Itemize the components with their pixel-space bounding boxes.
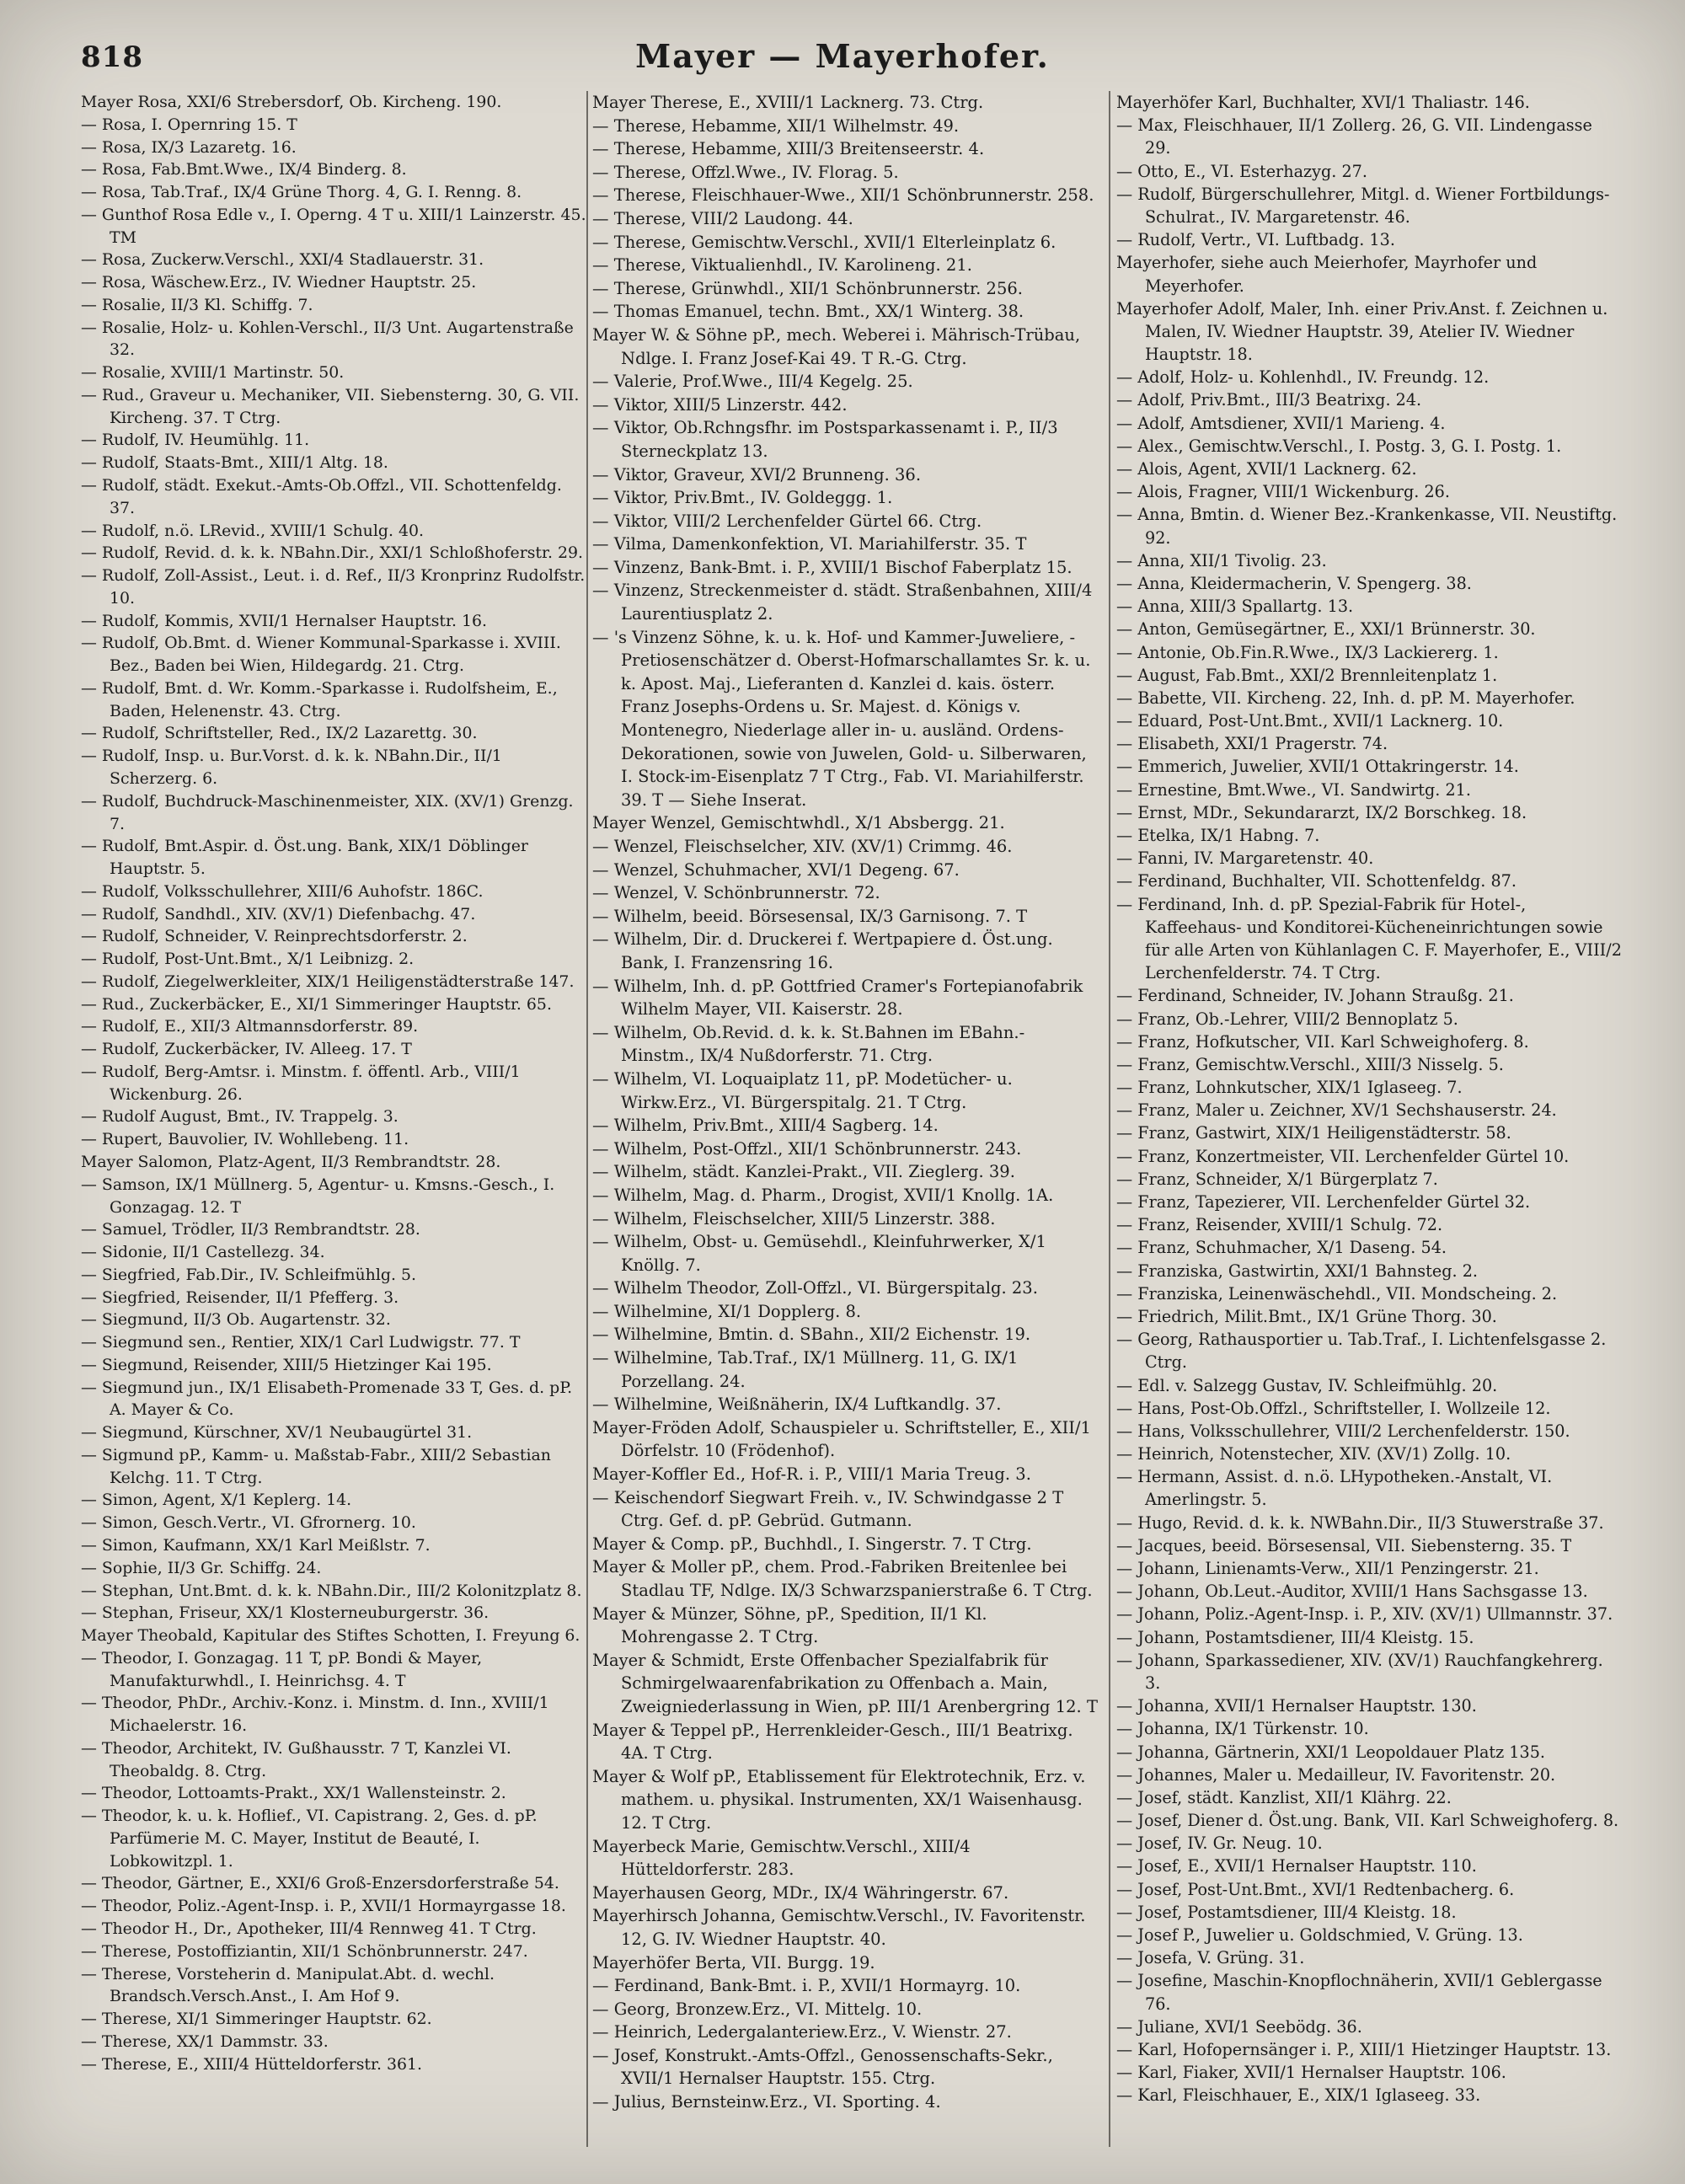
directory-entry: — Theodor, PhDr., Archiv.-Konz. i. Minstm. d. Inn., XVIII/1 Michaelerstr. 16.	[81, 1694, 549, 1736]
directory-entry: — Siegfried, Reisender, II/1 Pfefferg. 3.	[81, 1287, 399, 1307]
directory-entry: — Wilhelm, Inh. d. pP. Gottfried Cramer's Fortepianofabrik Wilhelm Mayer, VII. Kaiserstr. 28.	[592, 976, 1083, 1020]
directory-entry: — Keischendorf Siegwart Freih. v., IV. Schwindgasse 2 T Ctrg. Gef. d. pP. Gebrüd. Gutmann.	[592, 1487, 1064, 1531]
directory-entry: — 's Vinzenz Söhne, k. u. k. Hof- und Kammer-Juweliere, -Pretiosenschätzer d. Oberst-Hofmarschallamtes Sr. k. u. k. Apost. Maj., Lieferanten d. Kanzlei d. kais. österr. Franz Josephs-Ordens u. Sr. Majest. d. Königs v. Montenegro, Niederlage aller in- u. ausländ. Ordens-Dekorationen, sowie von Juwelen, Gold- u. Silberwaren, I. Stock-im-Eisenplatz 7 T Ctrg., Fab. VI. Mariahilferstr. 39. T — Siehe Inserat.	[592, 627, 1091, 810]
directory-entry: — Thomas Emanuel, techn. Bmt., XX/1 Winterg. 38.	[592, 302, 1024, 322]
directory-entry: — Siegfried, Fab.Dir., IV. Schleifmühlg. 5.	[81, 1265, 417, 1284]
directory-entry: Mayerhirsch Johanna, Gemischtw.Verschl., IV. Favoritenstr. 12, G. IV. Wiedner Hauptstr. 40.	[592, 1906, 1086, 1949]
directory-entry: — Rudolf, Schneider, V. Reinprechtsdorferstr. 2.	[81, 927, 468, 946]
directory-entry: — Franz, Gastwirt, XIX/1 Heiligenstädterstr. 58.	[1116, 1123, 1511, 1143]
directory-entry: Mayer Rosa, XXI/6 Strebersdorf, Ob. Kircheng. 190.	[81, 93, 502, 111]
directory-entry: — Viktor, Ob.Rchngsfhr. im Postsparkassenamt i. P., II/3 Sterneckplatz 13.	[592, 418, 1058, 461]
directory-entry: — Adolf, Priv.Bmt., III/3 Beatrixg. 24.	[1116, 390, 1422, 410]
directory-entry: — Siegmund jun., IX/1 Elisabeth-Promenade 33 T, Ges. d. pP. A. Mayer & Co.	[81, 1378, 573, 1420]
directory-entry: — Johannes, Maler u. Medailleur, IV. Favoritenstr. 20.	[1116, 1764, 1556, 1785]
directory-entry: — Samson, IX/1 Müllnerg. 5, Agentur- u. Kmsns.-Gesch., I. Gonzagag. 12. T	[81, 1175, 555, 1217]
directory-entry: — Hans, Post-Ob.Offzl., Schriftsteller, I. Wollzeile 12.	[1116, 1398, 1551, 1418]
directory-entry: — Rud., Graveur u. Mechaniker, VII. Siebensterng. 30, G. VII. Kircheng. 37. T Ctrg.	[81, 385, 580, 427]
column-divider	[1109, 91, 1110, 2147]
directory-entry: — Johanna, IX/1 Türkenstr. 10.	[1116, 1719, 1369, 1739]
directory-entry: — Rudolf, Zuckerbäcker, IV. Alleeg. 17. T	[81, 1040, 412, 1059]
directory-entry: Mayerbeck Marie, Gemischtw.Verschl., XIII/4 Hütteldorferstr. 283.	[592, 1836, 971, 1880]
directory-entry: — Karl, Fiaker, XVII/1 Hernalser Hauptstr. 106.	[1116, 2063, 1506, 2083]
directory-entry: — Fanni, IV. Margaretenstr. 40.	[1116, 848, 1374, 869]
directory-entry: — Therese, Postoffiziantin, XII/1 Schönbrunnerstr. 247.	[81, 1941, 528, 1961]
directory-entry: — Karl, Hofopernsänger i. P., XIII/1 Hietzinger Hauptstr. 13.	[1116, 2039, 1612, 2059]
directory-entry: — Siegmund sen., Rentier, XIX/1 Carl Ludwigstr. 77. T	[81, 1333, 521, 1352]
directory-entry: — Max, Fleischhauer, II/1 Zollerg. 26, G. VII. Lindengasse 29.	[1116, 115, 1592, 158]
directory-entry: — Anna, Bmtin. d. Wiener Bez.-Krankenkasse, VII. Neustiftg. 92.	[1116, 505, 1618, 548]
directory-entry: — Wilhelm, Fleischselcher, XIII/5 Linzerstr. 388.	[592, 1208, 996, 1228]
directory-entry: — Therese, VIII/2 Laudong. 44.	[592, 208, 853, 228]
directory-entry: — Josef, städt. Kanzlist, XII/1 Klährg. 22.	[1116, 1787, 1452, 1807]
directory-entry: — Wilhelm, Obst- u. Gemüsehdl., Kleinfuhrwerker, X/1 Knöllg. 7.	[592, 1232, 1046, 1275]
column-2	[592, 91, 1098, 2155]
directory-entry: — Rupert, Bauvolier, IV. Wohllebeng. 11.	[81, 1130, 409, 1149]
directory-entry: — Josef P., Juwelier u. Goldschmied, V. Grüng. 13.	[1116, 1925, 1523, 1945]
directory-entry: — Johann, Postamtsdiener, III/4 Kleistg. 15.	[1116, 1627, 1474, 1647]
directory-entry: — Therese, E., XIII/4 Hütteldorferstr. 361.	[81, 2054, 423, 2074]
directory-entry: — Ferdinand, Buchhalter, VII. Schottenfeldg. 87.	[1116, 871, 1516, 891]
directory-entry: — Hans, Volksschullehrer, VIII/2 Lerchenfelderstr. 150.	[1116, 1421, 1570, 1441]
directory-entry: — Edl. v. Salzegg Gustav, IV. Schleifmühlg. 20.	[1116, 1375, 1498, 1395]
directory-entry: — Rudolf, Ob.Bmt. d. Wiener Kommunal-Sparkasse i. XVIII. Bez., Baden bei Wien, Hildegardg. 21. Ctrg.	[81, 634, 561, 676]
directory-entry: — Wilhelm, VI. Loquaiplatz 11, pP. Modetücher- u. Wirkw.Erz., VI. Bürgerspitalg. 21. T Ctrg.	[592, 1068, 1013, 1112]
directory-entry: — Rosa, I. Opernring 15. T	[81, 115, 297, 134]
directory-entry: — Rosalie, XVIII/1 Martinstr. 50.	[81, 363, 345, 383]
directory-entry: — Therese, Hebamme, XIII/3 Breitenseerstr. 4.	[592, 139, 985, 159]
directory-entry: — Therese, XX/1 Dammstr. 33.	[81, 2031, 329, 2051]
directory-entry: — Rudolf, Staats-Bmt., XIII/1 Altg. 18.	[81, 453, 388, 473]
directory-entry: — Franz, Ob.-Lehrer, VIII/2 Bennoplatz 5.	[1116, 1009, 1458, 1029]
directory-entry: — Simon, Agent, X/1 Keplerg. 14.	[81, 1491, 352, 1510]
directory-entry: — Rudolf, Sandhdl., XIV. (XV/1) Diefenbachg. 47.	[81, 904, 476, 923]
directory-entry: Mayer & Münzer, Söhne, pP., Spedition, II/1 Kl. Mohrengasse 2. T Ctrg.	[592, 1603, 987, 1647]
directory-entry: — Rudolf, Revid. d. k. k. NBahn.Dir., XXI/1 Schloßhoferstr. 29.	[81, 543, 584, 563]
directory-entry: — Theodor, Gärtner, E., XXI/6 Groß-Enzersdorferstraße 54.	[81, 1874, 559, 1893]
directory-entry: Mayer & Comp. pP., Buchhdl., I. Singerstr. 7. T Ctrg.	[592, 1534, 1032, 1554]
directory-entry: — Rosa, Zuckerw.Verschl., XXI/4 Stadlauerstr. 31.	[81, 250, 484, 270]
directory-entry: — Rudolf, Post-Unt.Bmt., X/1 Leibnizg. 2.	[81, 950, 415, 969]
directory-entry: — Hugo, Revid. d. k. k. NWBahn.Dir., II/3 Stuwerstraße 37.	[1116, 1512, 1604, 1533]
directory-entry: — Wilhelmine, Bmtin. d. SBahn., XII/2 Eichenstr. 19.	[592, 1325, 1031, 1345]
directory-entry: — Wilhelm, Post-Offzl., XII/1 Schönbrunnerstr. 243.	[592, 1138, 1022, 1159]
directory-entry: — Rudolf, n.ö. LRevid., XVIII/1 Schulg. 40.	[81, 521, 425, 540]
directory-entry: — Josef, E., XVII/1 Hernalser Hauptstr. 110.	[1116, 1856, 1477, 1876]
directory-entry: — Franziska, Leinenwäschehdl., VII. Mondscheing. 2.	[1116, 1283, 1558, 1303]
directory-entry: — Theodor, Poliz.-Agent-Insp. i. P., XVII/1 Hormayrgasse 18.	[81, 1897, 566, 1916]
directory-entry: — Rosalie, Holz- u. Kohlen-Verschl., II/3 Unt. Augartenstraße 32.	[81, 318, 574, 360]
directory-entry: — Viktor, XIII/5 Linzerstr. 442.	[592, 394, 848, 415]
directory-entry: — Friedrich, Milit.Bmt., IX/1 Grüne Thorg. 30.	[1116, 1306, 1497, 1326]
directory-entry: — Franziska, Gastwirtin, XXI/1 Bahnsteg. 2.	[1116, 1261, 1479, 1281]
directory-entry: — Wilhelm, Dir. d. Druckerei f. Wertpapiere d. Öst.ung. Bank, I. Franzensring 16.	[592, 929, 1053, 972]
directory-entry: — Wilhelmine, Weißnäherin, IX/4 Luftkandlg. 37.	[592, 1394, 1002, 1415]
directory-entry: Mayer Salomon, Platz-Agent, II/3 Rembrandtstr. 28.	[81, 1152, 501, 1171]
directory-entry: — Valerie, Prof.Wwe., III/4 Kegelg. 25.	[592, 372, 913, 392]
directory-entry: — Rosalie, II/3 Kl. Schiffg. 7.	[81, 295, 313, 314]
directory-entry: — Rudolf, Volksschullehrer, XIII/6 Auhofstr. 186C.	[81, 881, 484, 901]
directory-entry: — Ferdinand, Schneider, IV. Johann Straußg. 21.	[1116, 986, 1514, 1006]
directory-entry: Mayerhausen Georg, MDr., IX/4 Währingerstr. 67.	[592, 1882, 1009, 1903]
directory-entry: — Franz, Tapezierer, VII. Lerchenfelder Gürtel 32.	[1116, 1192, 1531, 1212]
column-3	[1116, 91, 1622, 2155]
page-title: Mayer — Mayerhofer.	[635, 37, 1050, 75]
directory-entry: — Franz, Lohnkutscher, XIX/1 Iglaseeg. 7.	[1116, 1078, 1463, 1098]
directory-entry: — Viktor, VIII/2 Lerchenfelder Gürtel 66. Ctrg.	[592, 511, 982, 531]
directory-entry: — Theodor, I. Gonzagag. 11 T, pP. Bondi & Mayer, Manufakturwhdl., I. Heinrichsg. 4. T	[81, 1648, 483, 1690]
directory-entry: — Samuel, Trödler, II/3 Rembrandtstr. 28.	[81, 1220, 420, 1239]
directory-entry: — Viktor, Priv.Bmt., IV. Goldeggg. 1.	[592, 488, 893, 508]
directory-entry: — Rudolf, Berg-Amtsr. i. Minstm. f. öffentl. Arb., VIII/1 Wickenburg. 26.	[81, 1062, 521, 1104]
directory-entry: — Josef, Konstrukt.-Amts-Offzl., Genossenschafts-Sekr., XVII/1 Hernalser Hauptstr. 155. Ctrg.	[592, 2045, 1053, 2089]
directory-entry: — Johanna, XVII/1 Hernalser Hauptstr. 130.	[1116, 1696, 1477, 1716]
directory-entry: — Otto, E., VI. Esterhazyg. 27.	[1116, 161, 1367, 181]
column-divider	[586, 91, 588, 2147]
directory-entry: — Alex., Gemischtw.Verschl., I. Postg. 3, G. I. Postg. 1.	[1116, 436, 1562, 456]
directory-entry: — Hermann, Assist. d. n.ö. LHypotheken.-Anstalt, VI. Amerlingstr. 5.	[1116, 1467, 1553, 1510]
directory-entry: — Therese, Hebamme, XII/1 Wilhelmstr. 49.	[592, 115, 960, 136]
directory-entry: — Adolf, Amtsdiener, XVII/1 Marieng. 4.	[1116, 413, 1446, 433]
directory-entry: — Rosa, IX/3 Lazaretg. 16.	[81, 137, 297, 157]
directory-entry: — Therese, Viktualienhdl., IV. Karolineng. 21.	[592, 255, 972, 276]
directory-entry: — Rudolf, Bmt.Aspir. d. Öst.ung. Bank, XIX/1 Döblinger Hauptstr. 5.	[81, 837, 528, 879]
directory-entry: — Emmerich, Juwelier, XVII/1 Ottakringerstr. 14.	[1116, 757, 1519, 777]
directory-entry: — Johann, Sparkassediener, XIV. (XV/1) Rauchfangkehrerg. 3.	[1116, 1650, 1603, 1693]
directory-entry: — Sophie, II/3 Gr. Schiffg. 24.	[81, 1558, 322, 1577]
directory-entry: — Rudolf, IV. Heumühlg. 11.	[81, 431, 310, 450]
directory-entry: — Stephan, Friseur, XX/1 Klosterneuburgerstr. 36.	[81, 1603, 489, 1623]
directory-entry: — Franz, Konzertmeister, VII. Lerchenfelder Gürtel 10.	[1116, 1146, 1570, 1166]
directory-entry: — Vinzenz, Streckenmeister d. städt. Straßenbahnen, XIII/4 Laurentiusplatz 2.	[592, 581, 1093, 624]
directory-entry: — Rudolf, Buchdruck-Maschinenmeister, XIX. (XV/1) Grenzg. 7.	[81, 791, 574, 833]
directory-entry: — Theodor H., Dr., Apotheker, III/4 Rennweg 41. T Ctrg.	[81, 1919, 537, 1939]
directory-entry: — Franz, Maler u. Zeichner, XV/1 Sechshauserstr. 24.	[1116, 1100, 1557, 1121]
directory-entry: — Vinzenz, Bank-Bmt. i. P., XVIII/1 Bischof Faberplatz 15.	[592, 557, 1073, 577]
directory-entry: — Josefine, Maschin-Knopflochnäherin, XVII/1 Geblergasse 76.	[1116, 1971, 1602, 2014]
directory-entry: — Babette, VII. Kircheng. 22, Inh. d. pP. M. Mayerhofer.	[1116, 688, 1575, 708]
directory-entry: Mayer-Fröden Adolf, Schauspieler u. Schriftsteller, E., XII/1 Dörfelstr. 10 (Frödenhof).	[592, 1417, 1091, 1461]
directory-entry: — Rudolf, E., XII/3 Altmannsdorferstr. 89.	[81, 1017, 419, 1036]
directory-entry: — Alois, Fragner, VIII/1 Wickenburg. 26.	[1116, 482, 1450, 502]
directory-entry: — Stephan, Unt.Bmt. d. k. k. NBahn.Dir., III/2 Kolonitzplatz 8.	[81, 1581, 582, 1600]
directory-entry: — Wilhelmine, Tab.Traf., IX/1 Müllnerg. 11, G. IX/1 Porzellang. 24.	[592, 1348, 1019, 1391]
directory-entry: — Julius, Bernsteinw.Erz., VI. Sporting. 4.	[592, 2092, 941, 2112]
directory-entry: — Heinrich, Ledergalanteriew.Erz., V. Wienstr. 27.	[592, 2022, 1012, 2042]
directory-entry: — Franz, Gemischtw.Verschl., XIII/3 Nisselg. 5.	[1116, 1054, 1504, 1074]
directory-entry: — Anna, Kleidermacherin, V. Spengerg. 38.	[1116, 573, 1472, 593]
directory-entry: — Franz, Schneider, X/1 Bürgerplatz 7.	[1116, 1169, 1438, 1189]
directory-entry: — Antonie, Ob.Fin.R.Wwe., IX/3 Lackiererg. 1.	[1116, 642, 1499, 662]
directory-entry: — Heinrich, Notenstecher, XIV. (XV/1) Zollg. 10.	[1116, 1444, 1511, 1464]
directory-entry: — Wenzel, Schuhmacher, XVI/1 Degeng. 67.	[592, 859, 960, 880]
page-number: 818	[81, 40, 143, 74]
directory-entry: — Rosa, Wäschew.Erz., IV. Wiedner Hauptstr. 25.	[81, 273, 477, 292]
directory-entry: — Simon, Kaufmann, XX/1 Karl Meißlstr. 7.	[81, 1536, 431, 1555]
directory-entry: — Vilma, Damenkonfektion, VI. Mariahilferstr. 35. T	[592, 534, 1027, 554]
directory-entry: — Sidonie, II/1 Castellezg. 34.	[81, 1243, 325, 1262]
directory-entry: — Viktor, Graveur, XVI/2 Brunneng. 36.	[592, 464, 922, 484]
directory-entry: — Josef, Post-Unt.Bmt., XVI/1 Redtenbacherg. 6.	[1116, 1879, 1515, 1899]
directory-entry: — Franz, Schuhmacher, X/1 Daseng. 54.	[1116, 1238, 1447, 1258]
directory-entry: — Rudolf, Schriftsteller, Red., IX/2 Lazarettg. 30.	[81, 724, 478, 743]
directory-entry: — Anton, Gemüsegärtner, E., XXI/1 Brünnerstr. 30.	[1116, 619, 1536, 640]
directory-entry: — Johann, Ob.Leut.-Auditor, XVIII/1 Hans Sachsgasse 13.	[1116, 1582, 1588, 1602]
directory-entry: — Rudolf, Ziegelwerkleiter, XIX/1 Heiligenstädterstraße 147.	[81, 972, 575, 991]
directory-entry: — Therese, Gemischtw.Verschl., XVII/1 Elterleinplatz 6.	[592, 232, 1056, 252]
directory-entry: Mayer & Schmidt, Erste Offenbacher Spezialfabrik für Schmirgelwaarenfabrikation zu Offenbach a. Main, Zweigniederlassung in Wien, pP. III/1 Arenbergring 12. T	[592, 1650, 1098, 1716]
directory-entry: — Etelka, IX/1 Habng. 7.	[1116, 826, 1320, 845]
directory-entry: — Wilhelm, Priv.Bmt., XIII/4 Sagberg. 14.	[592, 1116, 939, 1136]
column-1	[81, 91, 586, 2155]
directory-entry: — Therese, Vorsteherin d. Manipulat.Abt. d. wechl. Brandsch.Versch.Anst., I. Am Hof 9.	[81, 1964, 495, 2006]
directory-entry: — Siegmund, Reisender, XIII/5 Hietzinger Kai 195.	[81, 1355, 492, 1374]
directory-entry: — Georg, Rathausportier u. Tab.Traf., I. Lichtenfelsgasse 2. Ctrg.	[1116, 1330, 1607, 1373]
directory-entry: Mayerhofer Adolf, Maler, Inh. einer Priv.Anst. f. Zeichnen u. Malen, IV. Wiedner Hauptstr. 39, Atelier IV. Wiedner Hauptstr. 18.	[1116, 298, 1608, 365]
directory-entry: Mayerhöfer Karl, Buchhalter, XVI/1 Thaliastr. 146.	[1116, 93, 1530, 112]
directory-entry: — Wilhelmine, XI/1 Dopplerg. 8.	[592, 1301, 862, 1321]
directory-entry: — Johann, Poliz.-Agent-Insp. i. P., XIV. (XV/1) Ullmannstr. 37.	[1116, 1604, 1613, 1625]
directory-entry: — Wenzel, Fleischselcher, XIV. (XV/1) Crimmg. 46.	[592, 837, 1013, 856]
directory-entry: Mayer & Wolf pP., Etablissement für Elektrotechnik, Erz. v. mathem. u. physikal. Instrumenten, XX/1 Waisenhausg. 12. T Ctrg.	[592, 1766, 1086, 1833]
directory-entry: — Rudolf, Zoll-Assist., Leut. i. d. Ref., II/3 Kronprinz Rudolfstr. 10.	[81, 566, 586, 608]
directory-entry: — Ferdinand, Bank-Bmt. i. P., XVII/1 Hormayrg. 10.	[592, 1976, 1021, 1996]
directory-entry: — Siegmund, II/3 Ob. Augartenstr. 32.	[81, 1310, 391, 1330]
directory-entry: Mayer-Koffler Ed., Hof-R. i. P., VIII/1 Maria Treug. 3.	[592, 1464, 1031, 1485]
directory-entry: — Ferdinand, Inh. d. pP. Spezial-Fabrik für Hotel-, Kaffeehaus- und Konditorei-Kücheneinrichtungen sowie für alle Arten von Kühlanlagen C. F. Mayerhofer, E., VIII/2 Lerchenfelderstr. 74. T Ctrg.	[1116, 894, 1622, 983]
directory-entry: — Theodor, k. u. k. Hoflief., VI. Capistrang. 2, Ges. d. pP. Parfümerie M. C. Mayer, Institut de Beauté, I. Lobkowitzpl. 1.	[81, 1807, 538, 1871]
directory-entry: — Karl, Fleischhauer, E., XIX/1 Iglaseeg. 33.	[1116, 2085, 1481, 2106]
directory-entry: — Anna, XII/1 Tivolig. 23.	[1116, 550, 1327, 570]
directory-entry: — Johanna, Gärtnerin, XXI/1 Leopoldauer Platz 135.	[1116, 1742, 1546, 1762]
directory-entry: — Josefa, V. Grüng. 31.	[1116, 1948, 1305, 1968]
directory-entry: — Wilhelm, städt. Kanzlei-Prakt., VII. Zieglerg. 39.	[592, 1162, 1015, 1182]
directory-entry: — Elisabeth, XXI/1 Pragerstr. 74.	[1116, 734, 1388, 754]
directory-entry: Mayerhöfer Berta, VII. Burgg. 19.	[592, 1952, 875, 1973]
directory-entry: — Franz, Reisender, XVIII/1 Schulg. 72.	[1116, 1215, 1443, 1235]
directory-entry: — Eduard, Post-Unt.Bmt., XVII/1 Lacknerg. 10.	[1116, 711, 1504, 731]
directory-entry: — Therese, Grünwhdl., XII/1 Schönbrunnerstr. 256.	[592, 278, 1023, 298]
directory-entry: — Wilhelm, beeid. Börsesensal, IX/3 Garnisong. 7. T	[592, 906, 1028, 926]
directory-entry: — Anna, XIII/3 Spallartg. 13.	[1116, 597, 1354, 617]
directory-entry: — Therese, Fleischhauer-Wwe., XII/1 Schönbrunnerstr. 258.	[592, 185, 1094, 206]
directory-entry: — Rudolf, Kommis, XVII/1 Hernalser Hauptstr. 16.	[81, 611, 488, 630]
directory-entry: Mayerhofer, siehe auch Meierhofer, Mayrhofer und Meyerhofer.	[1116, 253, 1538, 296]
directory-entry: — Johann, Linienamts-Verw., XII/1 Penzingerstr. 21.	[1116, 1559, 1539, 1578]
directory-entry: — Rud., Zuckerbäcker, E., XI/1 Simmeringer Hauptstr. 65.	[81, 994, 552, 1014]
directory-entry: — Rosa, Tab.Traf., IX/4 Grüne Thorg. 4, G. I. Renng. 8.	[81, 183, 522, 202]
directory-entry: Mayer & Moller pP., chem. Prod.-Fabriken Breitenlee bei Stadlau TF, Ndlge. IX/3 Schwarzspanierstraße 6. T Ctrg.	[592, 1557, 1093, 1600]
directory-entry: — Rudolf, Bürgerschullehrer, Mitgl. d. Wiener Fortbildungs-Schulrat., IV. Margaretenstr. 46.	[1116, 184, 1610, 227]
directory-entry: — Jacques, beeid. Börsesensal, VII. Siebensterng. 35. T	[1116, 1535, 1572, 1555]
directory-entry: — Theodor, Lottoamts-Prakt., XX/1 Wallensteinstr. 2.	[81, 1784, 506, 1803]
page-header	[0, 35, 1685, 86]
directory-entry: — Theodor, Architekt, IV. Gußhausstr. 7 T, Kanzlei VI. Theobaldg. 8. Ctrg.	[81, 1738, 511, 1780]
directory-entry: — Rudolf, städt. Exekut.-Amts-Ob.Offzl., VII. Schottenfeldg. 37.	[81, 476, 562, 517]
directory-entry: Mayer & Teppel pP., Herrenkleider-Gesch., III/1 Beatrixg. 4A. T Ctrg.	[592, 1720, 1073, 1764]
directory-entry: — Wenzel, V. Schönbrunnerstr. 72.	[592, 883, 880, 903]
directory-entry: — Rudolf, Vertr., VI. Luftbadg. 13.	[1116, 230, 1395, 250]
directory-entry: — Siegmund, Kürschner, XV/1 Neubaugürtel 31.	[81, 1423, 473, 1443]
directory-entry: Mayer Wenzel, Gemischtwhdl., X/1 Absbergg. 21.	[592, 813, 1005, 833]
directory-entry: — Juliane, XVI/1 Seebödg. 36.	[1116, 2016, 1362, 2037]
directory-entry: — Josef, Postamtsdiener, III/4 Kleistg. 18.	[1116, 1902, 1457, 1922]
directory-entry: — Wilhelm, Mag. d. Pharm., Drogist, XVII/1 Knollg. 1A.	[592, 1185, 1054, 1205]
directory-entry: — August, Fab.Bmt., XXI/2 Brennleitenplatz 1.	[1116, 665, 1498, 685]
directory-entry: — Sigmund pP., Kamm- u. Maßstab-Fabr., XIII/2 Sebastian Kelchg. 11. T Ctrg.	[81, 1445, 551, 1487]
directory-entry: — Adolf, Holz- u. Kohlenhdl., IV. Freundg. 12.	[1116, 367, 1490, 388]
directory-entry: — Therese, Offzl.Wwe., IV. Florag. 5.	[592, 162, 899, 182]
directory-entry: — Wilhelm, Ob.Revid. d. k. k. St.Bahnen im EBahn.-Minstm., IX/4 Nußdorferstr. 71. Ctrg.	[592, 1022, 1025, 1066]
directory-entry: — Josef, Diener d. Öst.ung. Bank, VII. Karl Schweighoferg. 8.	[1116, 1811, 1619, 1831]
directory-entry: — Ernst, MDr., Sekundararzt, IX/2 Borschkeg. 18.	[1116, 802, 1527, 822]
directory-entry: — Josef, IV. Gr. Neug. 10.	[1116, 1833, 1323, 1854]
directory-entry: — Rudolf August, Bmt., IV. Trappelg. 3.	[81, 1107, 399, 1127]
directory-entry: — Rudolf, Bmt. d. Wr. Komm.-Sparkasse i. Rudolfsheim, E., Baden, Helenenstr. 43. Ctrg.	[81, 678, 558, 720]
directory-entry: — Ernestine, Bmt.Wwe., VI. Sandwirtg. 21.	[1116, 779, 1471, 800]
directory-entry: Mayer W. & Söhne pP., mech. Weberei i. Mährisch-Trübau, Ndlge. I. Franz Josef-Kai 49. T R.-G. Ctrg.	[592, 324, 1081, 368]
directory-entry: — Alois, Agent, XVII/1 Lacknerg. 62.	[1116, 459, 1417, 479]
directory-entry: — Rudolf, Insp. u. Bur.Vorst. d. k. k. NBahn.Dir., II/1 Scherzerg. 6.	[81, 747, 502, 788]
directory-entry: — Gunthof Rosa Edle v., I. Operng. 4 T u. XIII/1 Lainzerstr. 45. TM	[81, 205, 586, 247]
directory-entry: — Therese, XI/1 Simmeringer Hauptstr. 62.	[81, 2010, 432, 2029]
directory-entry: Mayer Theobald, Kapitular des Stiftes Schotten, I. Freyung 6.	[81, 1626, 580, 1646]
directory-entry: — Franz, Hofkutscher, VII. Karl Schweighoferg. 8.	[1116, 1031, 1529, 1052]
directory-entry: — Rosa, Fab.Bmt.Wwe., IX/4 Binderg. 8.	[81, 160, 407, 179]
directory-entry: — Georg, Bronzew.Erz., VI. Mittelg. 10.	[592, 1999, 923, 2019]
directory-entry: — Wilhelm Theodor, Zoll-Offzl., VI. Bürgerspitalg. 23.	[592, 1278, 1038, 1298]
directory-entry: — Simon, Gesch.Vertr., VI. Gfrornerg. 10.	[81, 1513, 416, 1533]
directory-entry: Mayer Therese, E., XVIII/1 Lacknerg. 73. Ctrg.	[592, 93, 984, 112]
